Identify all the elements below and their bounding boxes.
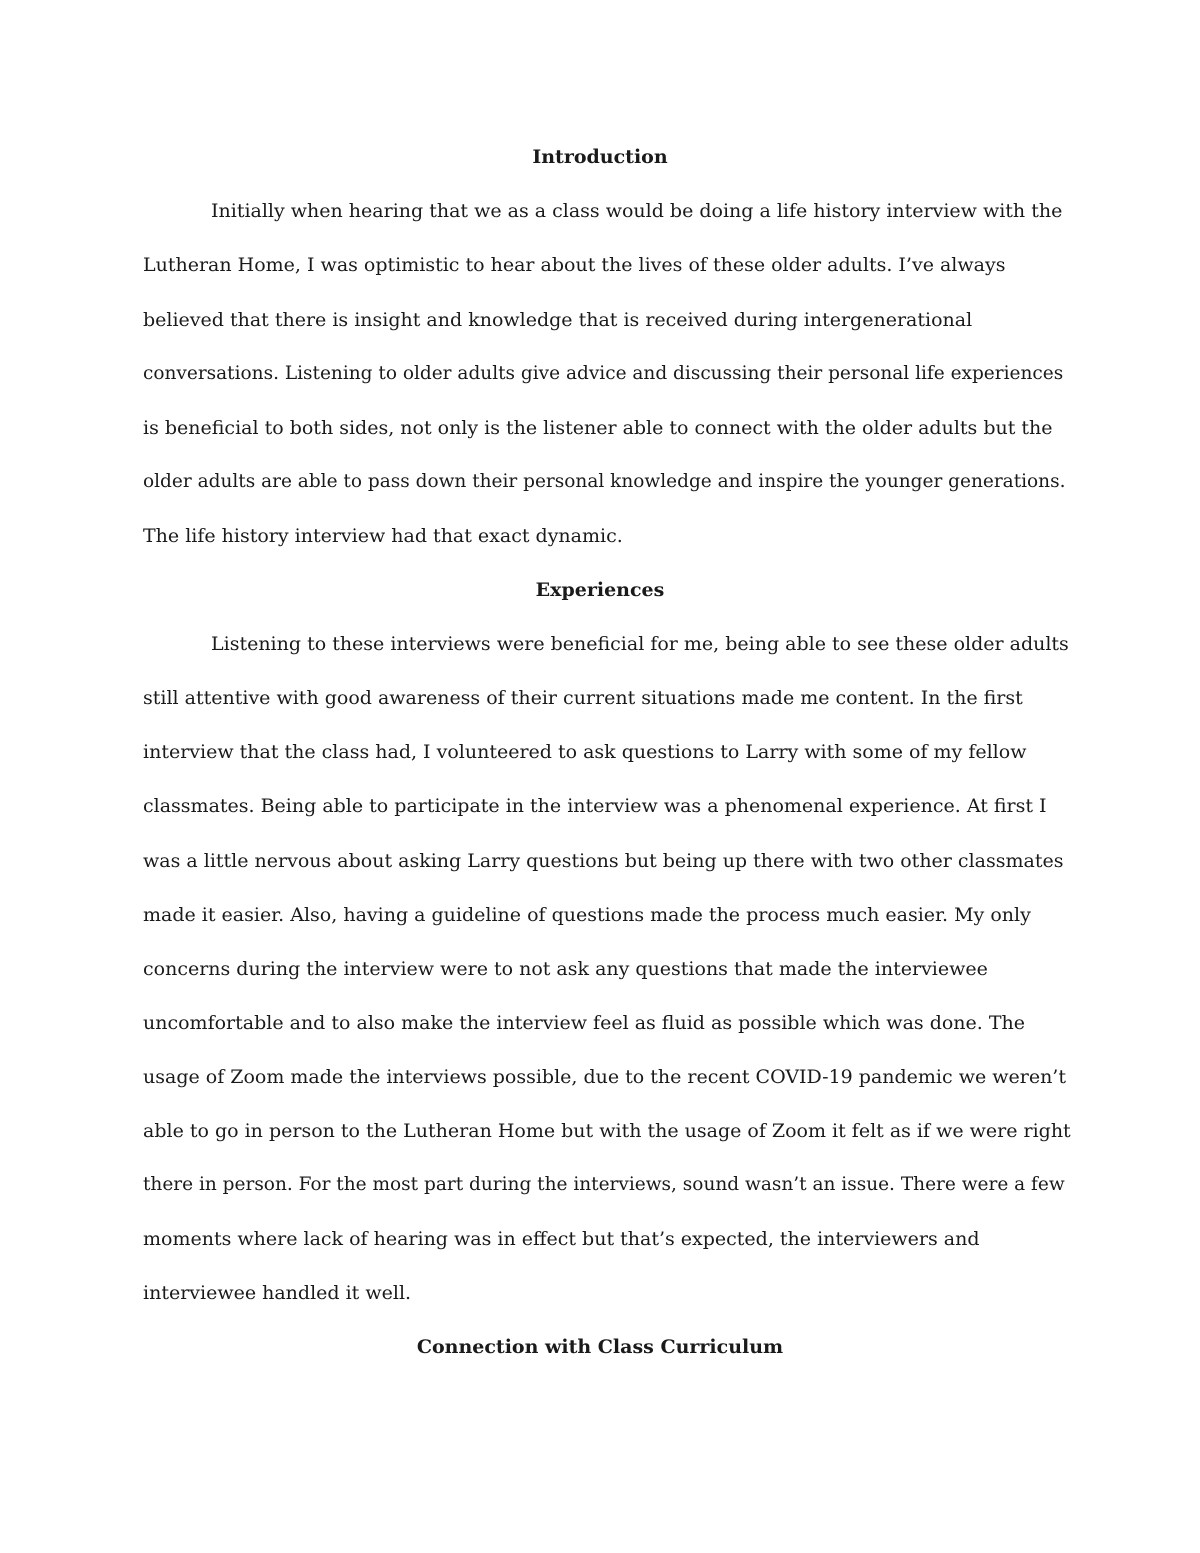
paragraph-line: concerns during the interview were to not ask any questions that made the interviewee bbox=[143, 958, 988, 980]
paragraph-line: classmates. Being able to participate in the interview was a phenomenal experience. At first I bbox=[143, 795, 1047, 817]
paragraph-line: The life history interview had that exact dynamic. bbox=[143, 525, 623, 547]
paragraph-line: conversations. Listening to older adults give advice and discussing their personal life experiences bbox=[143, 363, 1064, 384]
section-heading-connection-with-class-curriculum: Connection with Class Curriculum bbox=[416, 1336, 784, 1358]
paragraph-line: interview that the class had, I volunteered to ask questions to Larry with some of my fellow bbox=[143, 741, 1027, 763]
section-heading-experiences: Experiences bbox=[535, 579, 665, 601]
section-heading-introduction: Introduction bbox=[532, 146, 668, 168]
paragraph-line: interviewee handled it well. bbox=[143, 1282, 412, 1304]
paragraph-line: there in person. For the most part during the interviews, sound wasn’t an issue. There were a few bbox=[143, 1174, 1065, 1195]
paragraph-line: usage of Zoom made the interviews possible, due to the recent COVID-19 pandemic we weren’t bbox=[143, 1066, 1066, 1088]
paragraph-line: still attentive with good awareness of their current situations made me content. In the first bbox=[143, 687, 1023, 709]
paragraph-line: made it easier. Also, having a guideline of questions made the process much easier. My only bbox=[143, 904, 1031, 926]
paragraph-line: older adults are able to pass down their personal knowledge and inspire the younger generations. bbox=[143, 471, 1066, 492]
paragraph-line: Initially when hearing that we as a class would be doing a life history interview with the bbox=[211, 200, 1063, 222]
paragraph-line: able to go in person to the Lutheran Home but with the usage of Zoom it felt as if we were right bbox=[143, 1120, 1071, 1142]
paragraph-line: Listening to these interviews were beneficial for me, being able to see these older adults bbox=[211, 633, 1069, 655]
paragraph-line: was a little nervous about asking Larry questions but being up there with two other classmates bbox=[143, 850, 1064, 872]
paragraph-line: believed that there is insight and knowledge that is received during intergenerational bbox=[143, 309, 973, 331]
paragraph-line: moments where lack of hearing was in effect but that’s expected, the interviewers and bbox=[143, 1228, 980, 1250]
paragraph-line: uncomfortable and to also make the interview feel as fluid as possible which was done. The bbox=[143, 1012, 1026, 1034]
paragraph-line: is beneficial to both sides, not only is the listener able to connect with the older adults but the bbox=[143, 417, 1053, 439]
paragraph-line: Lutheran Home, I was optimistic to hear about the lives of these older adults. I’ve always bbox=[143, 254, 1006, 276]
